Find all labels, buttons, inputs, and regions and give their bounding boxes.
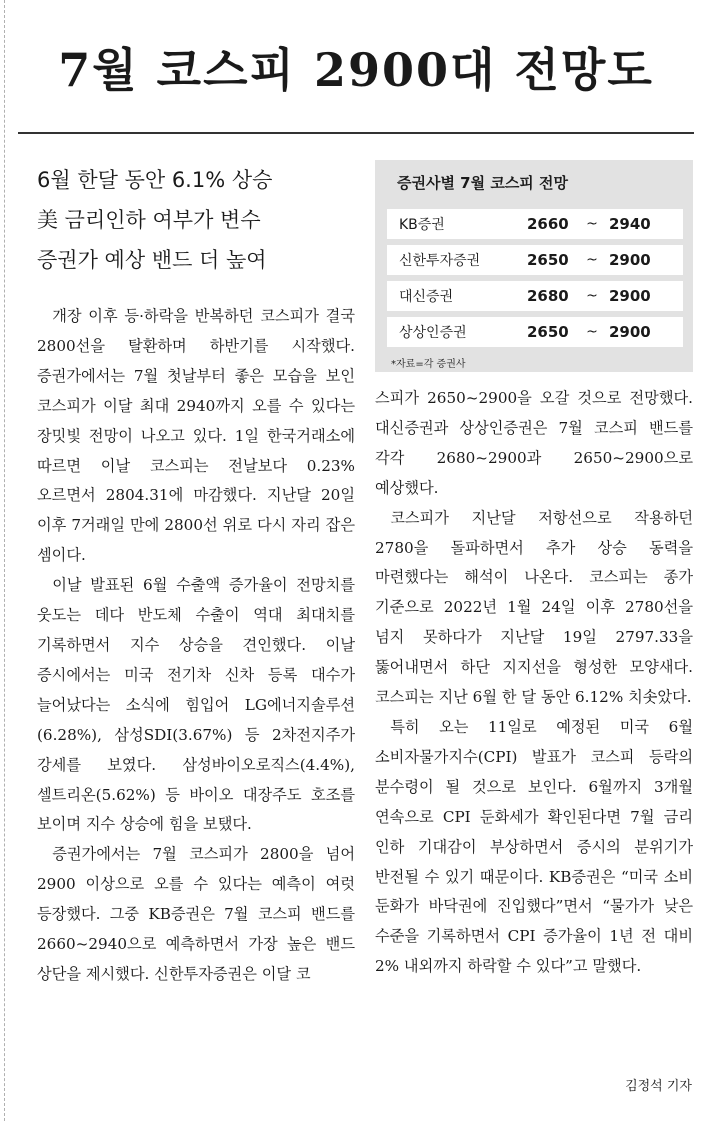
forecast-row (387, 281, 683, 311)
forecast-separator: ~ (575, 245, 609, 275)
body-paragraph-4: 스피가 2650~2900을 오갈 것으로 전망했다. 대신증권과 상상인증권은 7월 코스피 밴드를 각각 2680~2900과 2650~2900으로 예상했다. (375, 389, 693, 497)
forecast-box-title: 증권사별 7월 코스피 전망 (397, 174, 569, 192)
body-paragraph-5: 코스피가 지난달 저항선으로 작용하던 2780을 돌파하면서 추가 상승 동력을 마련했다는 해석이 나온다. 코스피는 종가 기준으로 2022년 1월 24일 이후 2780선을 넘지 못하다가 지난달 19일 2797.33을 뚫어내면서 하단 지지선을 형성한 모양새다. 코스피는 지난 6월 한 달 동안 6.12% 치솟았다. (375, 508, 693, 707)
forecast-row (387, 317, 683, 347)
body-paragraph-1: 개장 이후 등·하락을 반복하던 코스피가 결국 2800선을 탈환하며 하반기를 시작했다. 증권가에서는 7월 첫날부터 좋은 모습을 보인 코스피가 이달 최대 2940까지 오를 수 있다는 장밋빛 전망이 나오고 있다. 1일 한국거래소에 따르면 이날 코스피는 전날보다 0.23% 오르면서 2804.31에 마감했다. 지난달 20일 이후 7거래일 만에 2800선 위로 다시 자리 잡은 셈이다. (37, 307, 355, 565)
forecast-high: 2900 (609, 281, 683, 311)
subheadlines (37, 160, 355, 280)
right-column (375, 160, 693, 982)
forecast-firm: 상상인증권 (387, 317, 527, 347)
page-cut-line (4, 0, 5, 1121)
body-paragraph-2: 이날 발표된 6월 수출액 증가율이 전망치를 웃도는 데다 반도체 수출이 역대 최대치를 기록하면서 지수 상승을 견인했다. 이날 증시에서는 미국 전기차 신차 등록 대수가 늘어났다는 소식에 힘입어 LG에너지솔루션(6.28%), 삼성SDI(3.67%) 등 2차전지주가 강세를 보였다. 삼성바이오로직스(4.4%), 셀트리온(5.62%) 등 바이오 대장주도 호조를 보이며 지수 상승에 힘을 보탰다. (37, 576, 355, 834)
subheadline-2: 美 금리인하 여부가 변수 (37, 208, 261, 232)
forecast-source: *자료=각 증권사 (391, 359, 466, 370)
headline: 7월 코스피 2900대 전망도 (58, 43, 654, 97)
forecast-low: 2680 (527, 281, 575, 311)
body-paragraph-3: 증권가에서는 7월 코스피가 2800을 넘어 2900 이상으로 오를 수 있다는 예측이 여럿 등장했다. 그중 KB증권은 7월 코스피 밴드를 2660~2940으로 예측하면서 가장 높은 밴드 상단을 제시했다. 신한투자증권은 이달 코 (37, 845, 355, 983)
forecast-firm: KB증권 (387, 209, 527, 239)
forecast-box (375, 160, 693, 372)
left-column (37, 160, 355, 990)
forecast-table (387, 203, 683, 353)
forecast-low: 2660 (527, 209, 575, 239)
forecast-firm: 대신증권 (387, 281, 527, 311)
forecast-separator: ~ (575, 209, 609, 239)
subheadline-3: 증권가 예상 밴드 더 높여 (37, 248, 267, 272)
headline-rule (18, 132, 694, 134)
forecast-high: 2900 (609, 317, 683, 347)
forecast-firm: 신한투자증권 (387, 245, 527, 275)
forecast-low: 2650 (527, 317, 575, 347)
byline: 김정석 기자 (625, 1079, 692, 1094)
forecast-low: 2650 (527, 245, 575, 275)
forecast-separator: ~ (575, 281, 609, 311)
forecast-high: 2900 (609, 245, 683, 275)
forecast-row (387, 245, 683, 275)
subheadline-1: 6월 한달 동안 6.1% 상승 (37, 168, 273, 192)
body-paragraph-6: 특히 오는 11일로 예정된 미국 6월 소비자물가지수(CPI) 발표가 코스피 등락의 분수령이 될 것으로 보인다. 6월까지 3개월 연속으로 CPI 둔화세가 확인된다면 7월 금리 인하 기대감이 부상하면서 증시의 분위기가 반전될 수 있기 때문이다. KB증권은 “미국 소비 둔화가 바닥권에 진입했다”면서 “물가가 낮은 수준을 기록하면서 CPI 증가율이 1년 전 대비 2% 내외까지 하락할 수 있다”고 말했다. (375, 717, 693, 976)
forecast-separator: ~ (575, 317, 609, 347)
forecast-high: 2940 (609, 209, 683, 239)
forecast-row (387, 209, 683, 239)
